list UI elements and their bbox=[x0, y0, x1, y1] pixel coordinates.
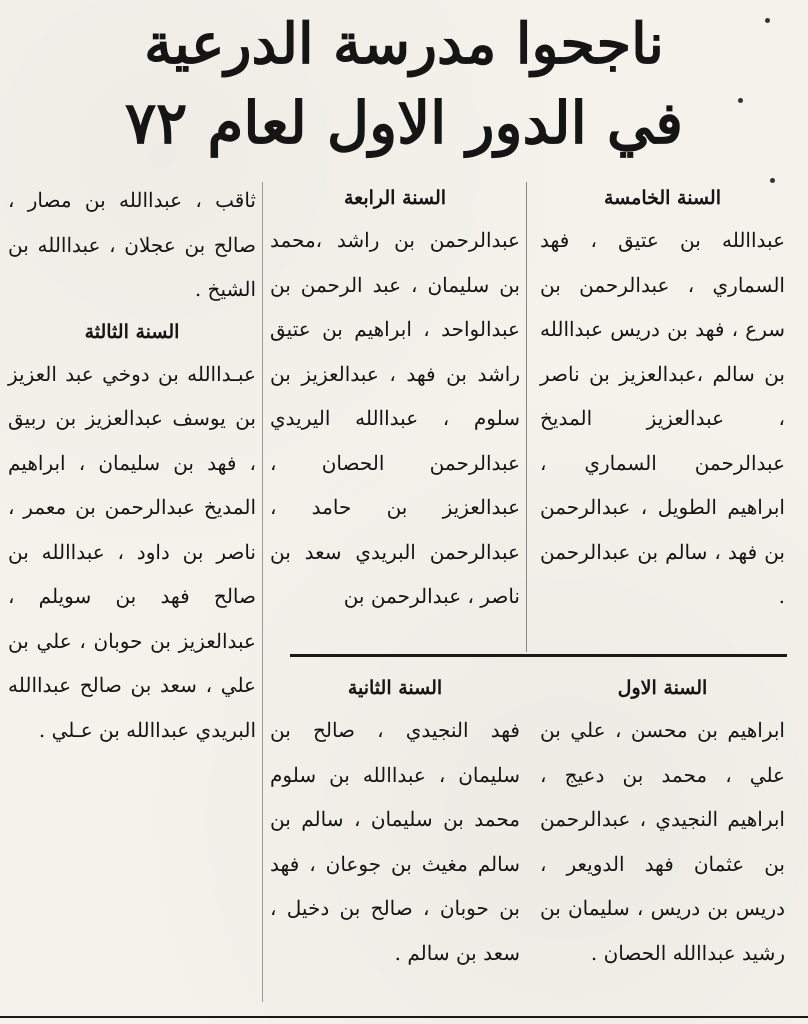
section-heading-third-year: السنة الثالثة bbox=[84, 320, 180, 343]
column-divider bbox=[262, 182, 263, 1002]
column-divider bbox=[526, 182, 527, 652]
section-rule bbox=[290, 654, 787, 657]
print-speck bbox=[765, 18, 770, 23]
headline-line-1: ناجحوا مدرسة الدرعية bbox=[144, 11, 664, 77]
column-third-year bbox=[8, 178, 256, 752]
bottom-rule bbox=[0, 1016, 808, 1018]
column-fourth-year bbox=[270, 178, 520, 619]
section-heading-fourth-year: السنة الرابعة bbox=[343, 187, 447, 209]
names-fourth-year: عبدالرحمن بن راشد ،محمد بن سليمان ، عبد الرحمن بن عبدالواحد ، ابراهيم بن عتيق راشد بن فهد ، عبدالعزيز بن سلوم ، عبداالله اليريدي عبدالرحمن الحصان ، عبدالعزيز بن حامد ، عبدالرحمن البريدي سعد بن ناصر ، عبدالرحمن بن bbox=[270, 228, 520, 608]
headline-line-2: في الدور الاول لعام ٧٢ bbox=[125, 89, 683, 157]
names-fifth-year: عبداالله بن عتيق ، فهد السماري ، عبدالرحمن بن سرع ، فهد بن دريس عبداالله بن سالم ،عبدالعزيز بن ناصر ، عبدالعزيز المديخ عبدالرحمن السماري ، ابراهيم الطويل ، عبدالرحمن بن فهد ، سالم بن عبدالرحمن . bbox=[540, 228, 785, 608]
names-second-year: فهد النجيدي ، صالح بن سليمان ، عبداالله بن سلوم محمد بن سليمان ، سالم بن سالم مغيث بن جوعان ، فهد بن حوبان ، صالح بن دخيل ، سعد بن سالم . bbox=[270, 718, 520, 965]
column-first-year bbox=[540, 668, 785, 975]
names-third-year: عبـداالله بن دوخي عبد العزيز بن يوسف عبدالعزيز بن ربيق ، فهد بن سليمان ، ابراهيم المديخ عبدالرحمن بن معمر ، ناصر بن داود ، عبداالله بن صالح فهد بن سويلم ، عبدالعزيز بن حوبان ، علي بن علي ، سعد بن صالح عبداالله البريدي عبداالله بن عـلي . bbox=[8, 361, 256, 742]
print-speck bbox=[770, 178, 775, 183]
column-fifth-year bbox=[540, 178, 785, 619]
names-first-year: ابراهيم بن محسن ، علي بن علي ، محمد بن دعيج ، ابراهيم النجيدي ، عبدالرحمن بن عثمان فهد الدويعر ، دريس بن دريس ، سليمان بن رشيد عبداالله الحصان . bbox=[540, 718, 785, 965]
section-heading-fifth-year: السنة الخامسة bbox=[604, 187, 721, 209]
section-heading-first-year: السنة الاول bbox=[617, 677, 708, 699]
column-second-year bbox=[270, 668, 520, 975]
section-heading-second-year: السنة الثانية bbox=[347, 677, 443, 699]
print-speck bbox=[738, 98, 743, 103]
names-fourth-year-continued: ثاقب ، عبداالله بن مصار ، صالح بن عجلان ، عبداالله بن الشيخ . bbox=[8, 188, 256, 301]
